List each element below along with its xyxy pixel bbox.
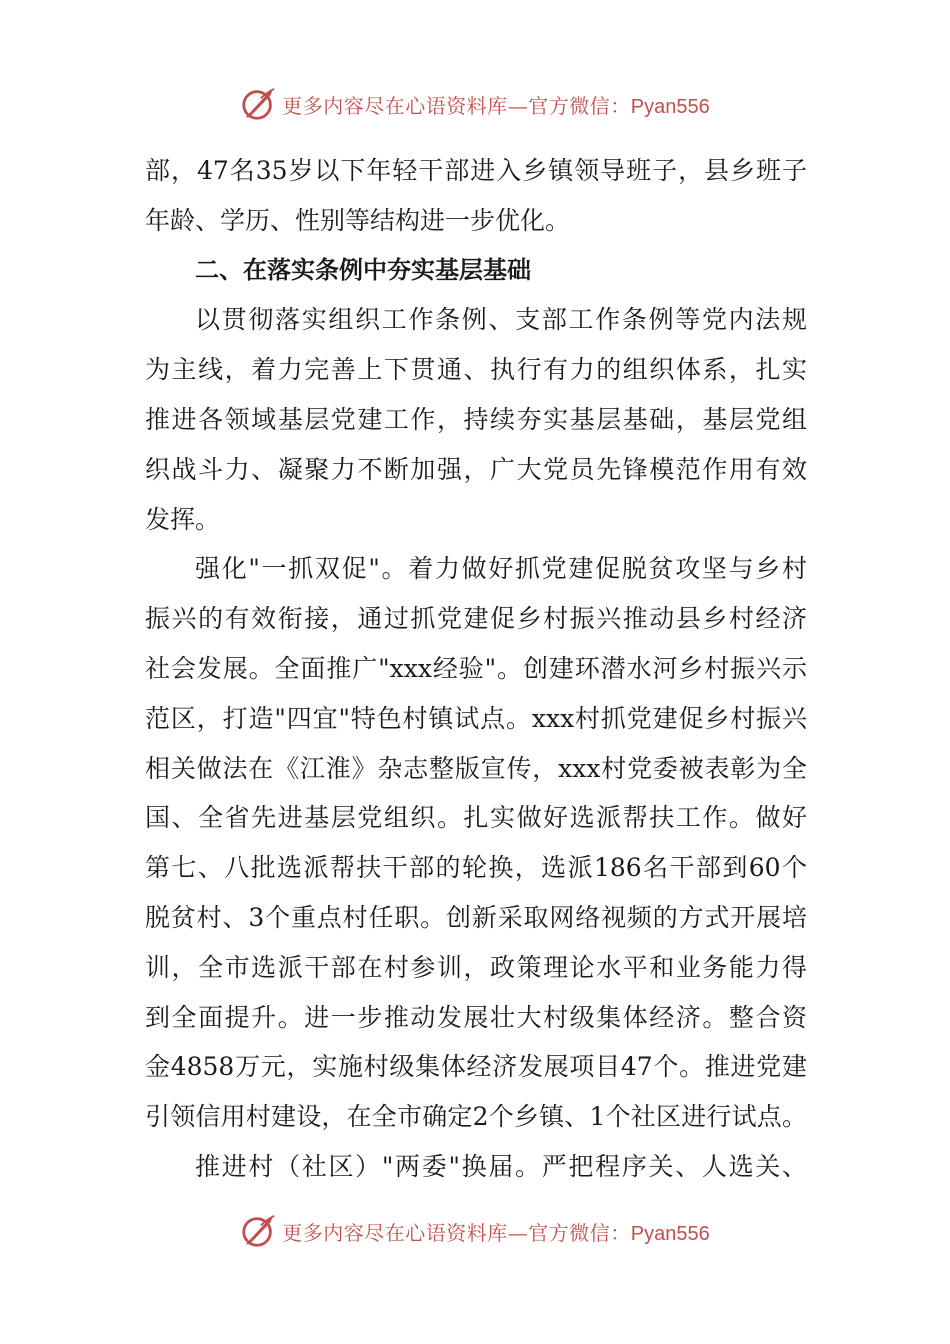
- body-line: 范区，打造"四宜"特色村镇试点。xxx村抓党建促乡村振兴: [145, 703, 807, 733]
- body-line: 第七、八批选派帮扶干部的轮换，选派186名干部到60个: [145, 853, 807, 883]
- body-line: 强化"一抓双促"。着力做好抓党建促脱贫攻坚与乡村: [195, 554, 807, 584]
- body-line: 到全面提升。进一步推动发展壮大村级集体经济。整合资: [145, 1002, 807, 1032]
- body-line: 为主线，着力完善上下贯通、执行有力的组织体系，扎实: [145, 355, 807, 385]
- watermark-footer: [0, 1211, 950, 1251]
- body-line: 织战斗力、凝聚力不断加强，广大党员先锋模范作用有效: [145, 454, 807, 484]
- watermark-text: [282, 90, 709, 119]
- body-line: 社会发展。全面推广"xxx经验"。创建环潜水河乡村振兴示: [145, 653, 807, 683]
- watermark-header: [0, 84, 950, 124]
- body-line: 推进村（社区）"两委"换届。严把程序关、人选关、: [195, 1151, 807, 1181]
- watermark-wechat-id: Pyan556: [630, 95, 710, 118]
- body-line: 金4858万元，实施村级集体经济发展项目47个。推进党建: [145, 1052, 807, 1082]
- body-line: 引领信用村建设，在全市确定2个乡镇、1个社区进行试点。: [145, 1102, 807, 1132]
- body-line: 训，全市选派干部在村参训，政策理论水平和业务能力得: [145, 952, 807, 982]
- body-line: 相关做法在《江淮》杂志整版宣传，xxx村党委被表彰为全: [145, 753, 807, 783]
- quill-logo-icon: [240, 85, 278, 123]
- watermark-text: [282, 1217, 709, 1246]
- watermark-wechat-id: Pyan556: [630, 1222, 710, 1245]
- body-line: 振兴的有效衔接，通过抓党建促乡村振兴推动县乡村经济: [145, 604, 807, 634]
- watermark-label: 更多内容尽在心语资料库—官方微信：: [282, 93, 631, 118]
- body-line: 年龄、学历、性别等结构进一步优化。: [145, 205, 571, 235]
- document-body: [145, 146, 807, 1192]
- quill-logo-icon: [240, 1212, 278, 1250]
- watermark-label: 更多内容尽在心语资料库—官方微信：: [282, 1220, 631, 1245]
- body-line: 以贯彻落实组织工作条例、支部工作条例等党内法规: [195, 305, 807, 335]
- section-heading: 二、在落实条例中夯实基层基础: [195, 255, 531, 284]
- body-line: 脱贫村、3个重点村任职。创新采取网络视频的方式开展培: [145, 902, 807, 932]
- body-line: 发挥。: [145, 504, 221, 534]
- body-line: 国、全省先进基层党组织。扎实做好选派帮扶工作。做好: [145, 803, 807, 833]
- body-line: 部，47名35岁以下年轻干部进入乡镇领导班子，县乡班子: [145, 156, 807, 185]
- body-line: 推进各领域基层党建工作，持续夯实基层基础，基层党组: [145, 404, 807, 434]
